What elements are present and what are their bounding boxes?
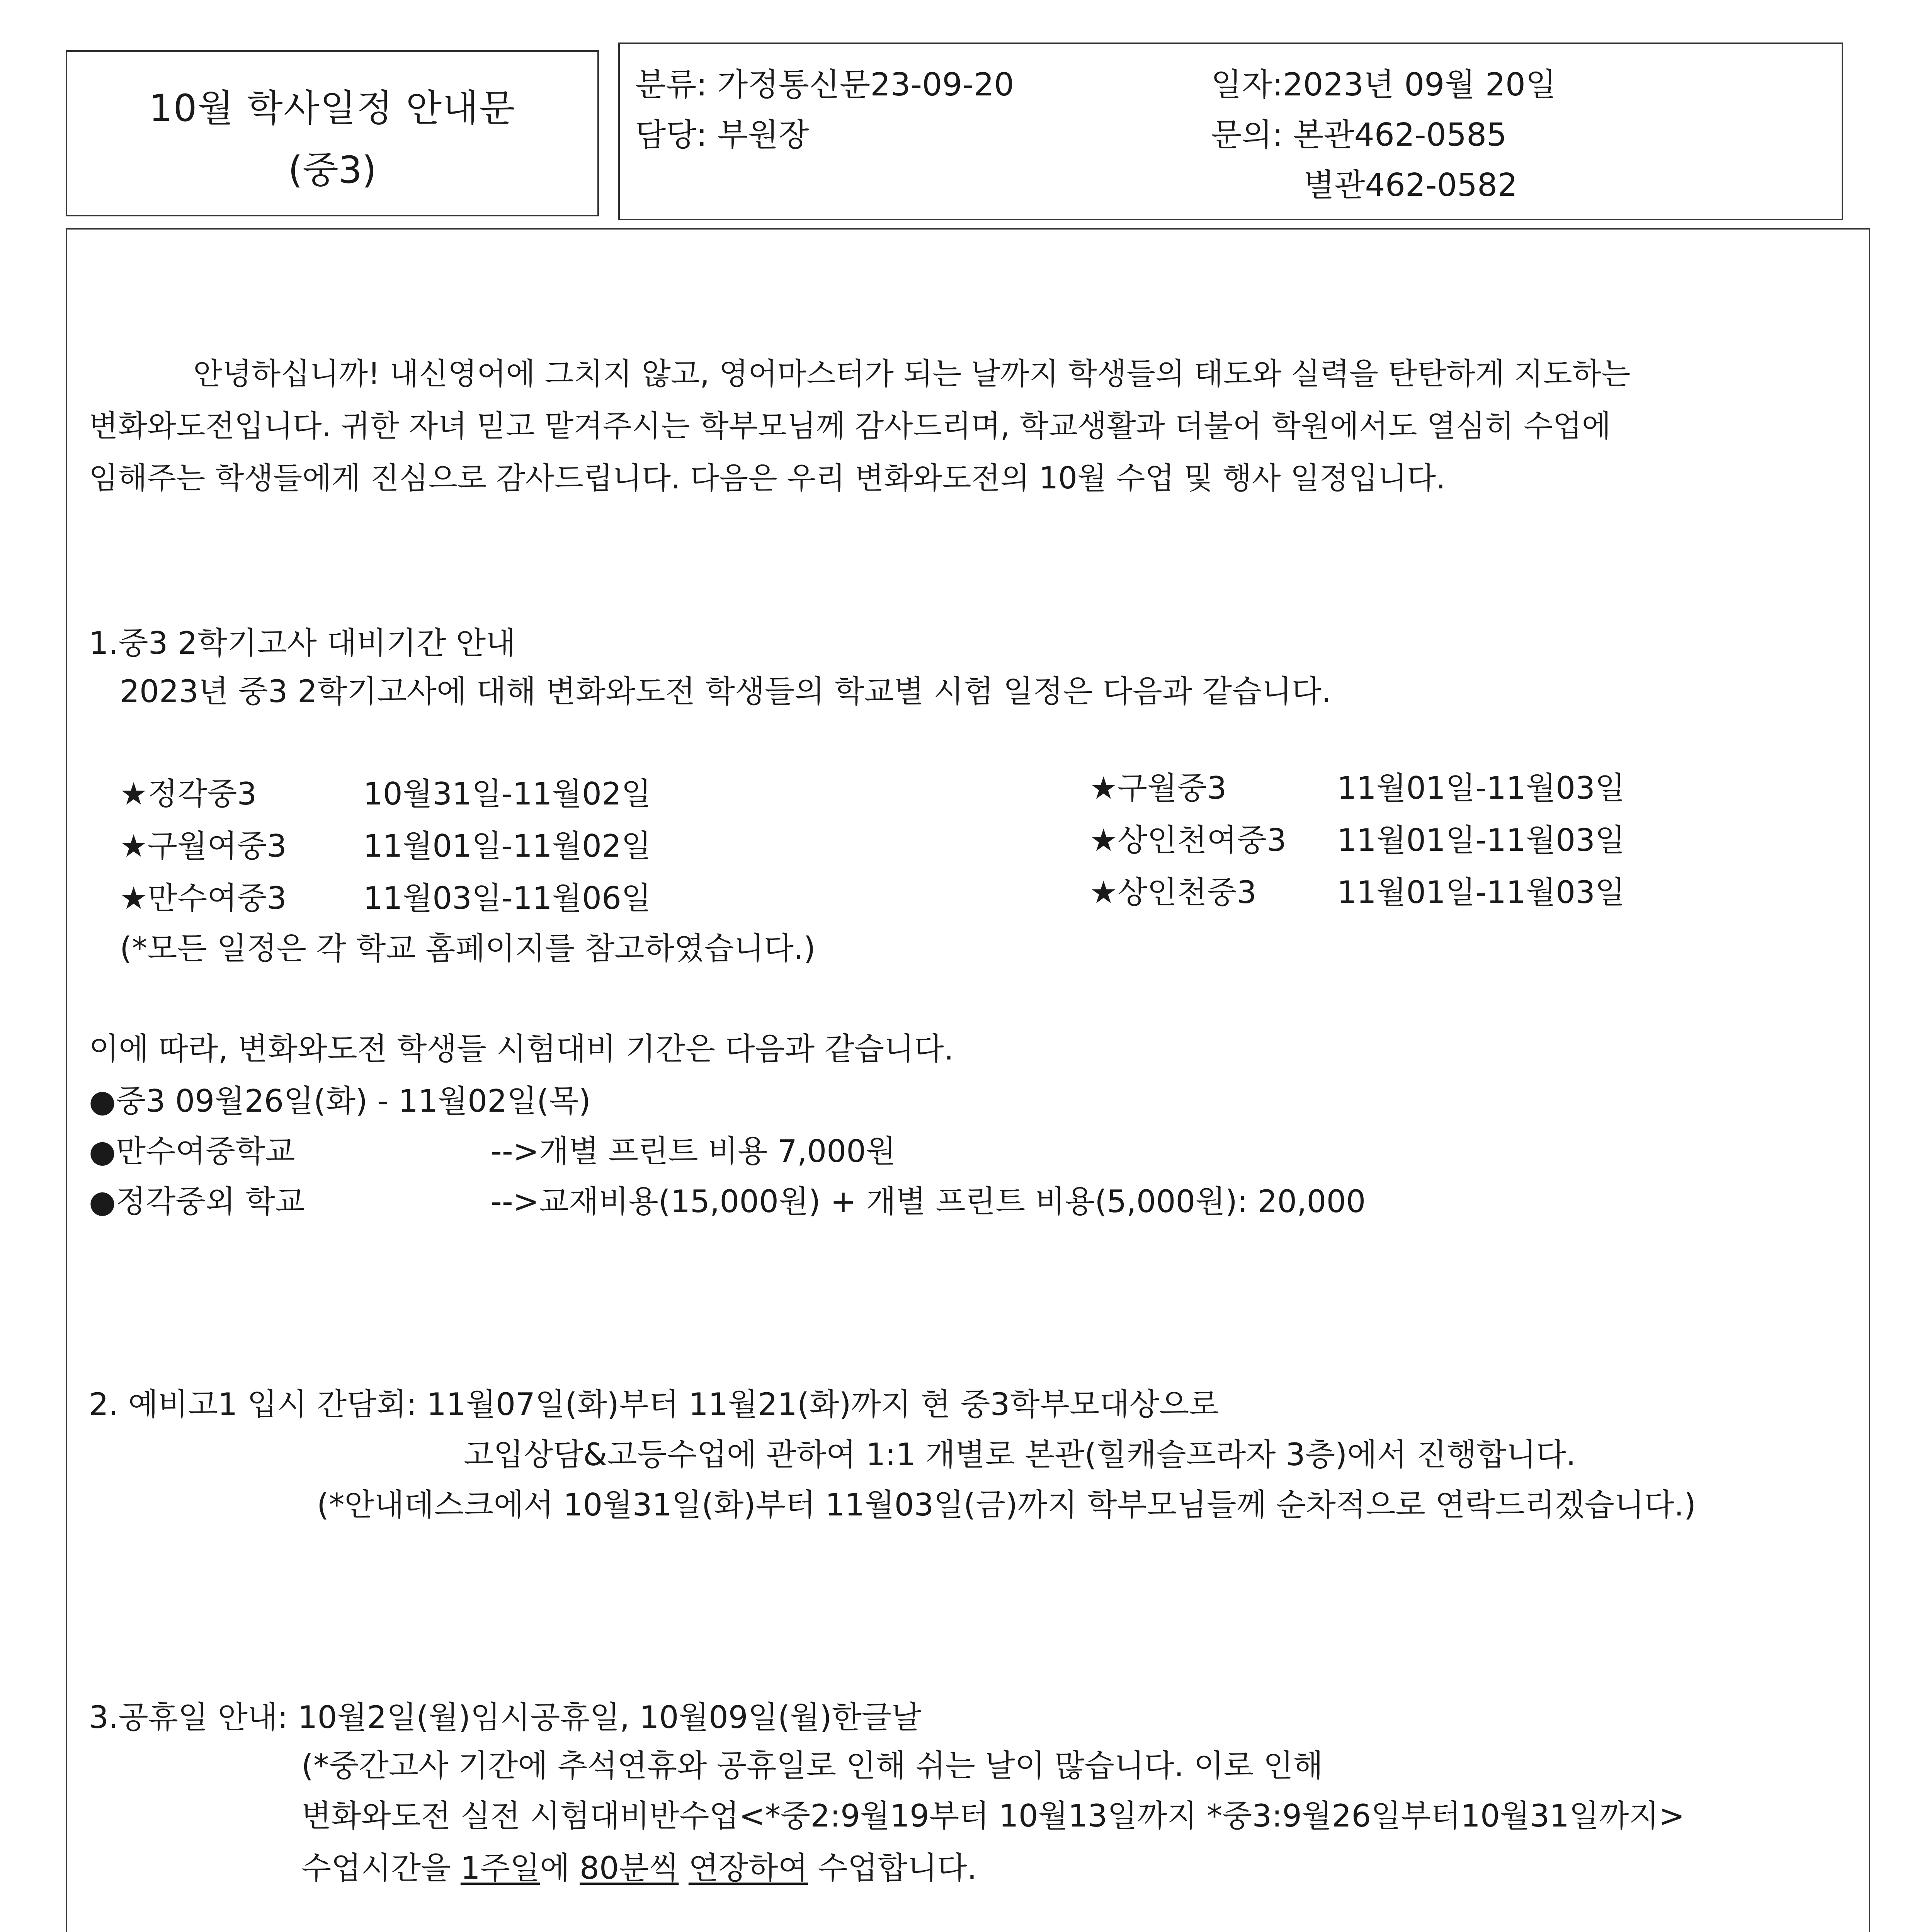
school-dates: 10월31일-11월02일	[363, 776, 651, 812]
fee-label-2: ●정각중외 학교	[89, 1184, 305, 1219]
text-fragment: 수업합니다.	[808, 1850, 977, 1886]
fee-value-2: -->교재비용(15,000원) + 개별 프린트 비용(5,000원): 20,000	[491, 1184, 1366, 1219]
schedule-note: (*모든 일정은 각 학교 홈페이지를 참고하였습니다.)	[120, 930, 816, 966]
section2-line-2: 고입상담&고등수업에 관하여 1:1 개별로 본관(힐캐슬프라자 3층)에서 진행합니다.	[464, 1437, 1576, 1473]
document-subtitle: (중3)	[288, 148, 377, 192]
school-dates: 11월03일-11월06일	[363, 880, 651, 916]
section3-line-1: 3.공휴일 안내: 10월2일(월)임시공휴일, 10월09일(월)한글날	[89, 1699, 922, 1735]
school-name: ★정각중3	[120, 776, 257, 812]
manager-label: 담당: 부원장	[635, 117, 809, 153]
intro-line-3: 임해주는 학생들에게 진심으로 감사드립니다. 다음은 우리 변화와도전의 10월 수업 및 행사 일정입니다.	[89, 461, 1446, 496]
text-fragment: 수업시간을	[301, 1850, 461, 1886]
text-fragment: 에	[540, 1850, 580, 1886]
info-box	[618, 43, 1843, 220]
contact-annex-label: 별관462-0582	[1304, 167, 1518, 204]
underlined-text: 연장하여	[688, 1850, 808, 1886]
section3-line-3: 변화와도전 실전 시험대비반수업<*중2:9월19부터 10월13일까지 *중3:9월26일부터10월31일까지>	[301, 1798, 1685, 1834]
school-dates: 11월01일-11월02일	[363, 828, 651, 864]
section1-subheading: 2023년 중3 2학기고사에 대해 변화와도전 학생들의 학교별 시험 일정은 다음과 같습니다.	[120, 673, 1332, 709]
section2-line-1: 2. 예비고1 입시 간담회: 11월07일(화)부터 11월21(화)까지 현 중3학부모대상으로	[89, 1386, 1219, 1422]
school-name: ★구월중3	[1090, 770, 1227, 806]
school-name: ★상인천여중3	[1090, 822, 1287, 858]
underlined-text: 80분씩	[580, 1850, 679, 1886]
school-name: ★상인천중3	[1090, 874, 1257, 910]
category-label: 분류: 가정통신문23-09-20	[635, 66, 1014, 103]
intro-line-1: 안녕하십니까! 내신영어에 그치지 않고, 영어마스터가 되는 날까지 학생들의 태도와 실력을 탄탄하게 지도하는	[193, 357, 1631, 391]
document-title: 10월 학사일정 안내문	[149, 87, 516, 130]
contact-main-label: 문의: 본관462-0585	[1211, 117, 1507, 153]
school-name: ★만수여중3	[120, 880, 287, 916]
section3-line-4	[301, 1843, 977, 1888]
underlined-text: 1주일	[460, 1850, 540, 1886]
school-dates: 11월01일-11월03일	[1337, 822, 1625, 858]
title-box	[66, 50, 599, 216]
date-label: 일자:2023년 09월 20일	[1211, 66, 1556, 103]
period-intro: 이에 따라, 변화와도전 학생들 시험대비 기간은 다음과 같습니다.	[89, 1031, 954, 1067]
fee-label-1: ●만수여중학교	[89, 1133, 295, 1169]
text-fragment	[679, 1850, 688, 1886]
fee-value-1: -->개별 프린트 비용 7,000원	[491, 1133, 896, 1169]
school-dates: 11월01일-11월03일	[1337, 874, 1625, 910]
section3-line-2: (*중간고사 기간에 추석연휴와 공휴일로 인해 쉬는 날이 많습니다. 이로 인해	[301, 1748, 1323, 1784]
school-dates: 11월01일-11월03일	[1337, 770, 1625, 806]
school-name: ★구월여중3	[120, 828, 287, 864]
section1-heading: 1.중3 2학기고사 대비기간 안내	[89, 625, 516, 661]
intro-line-2: 변화와도전입니다. 귀한 자녀 믿고 맡겨주시는 학부모님께 감사드리며, 학교생활과 더불어 학원에서도 열심히 수업에	[89, 409, 1611, 444]
section2-line-3: (*안내데스크에서 10월31일(화)부터 11월03일(금)까지 학부모님들께 순차적으로 연락드리겠습니다.)	[317, 1487, 1696, 1523]
period-dates: ●중3 09월26일(화) - 11월02일(목)	[89, 1083, 591, 1119]
